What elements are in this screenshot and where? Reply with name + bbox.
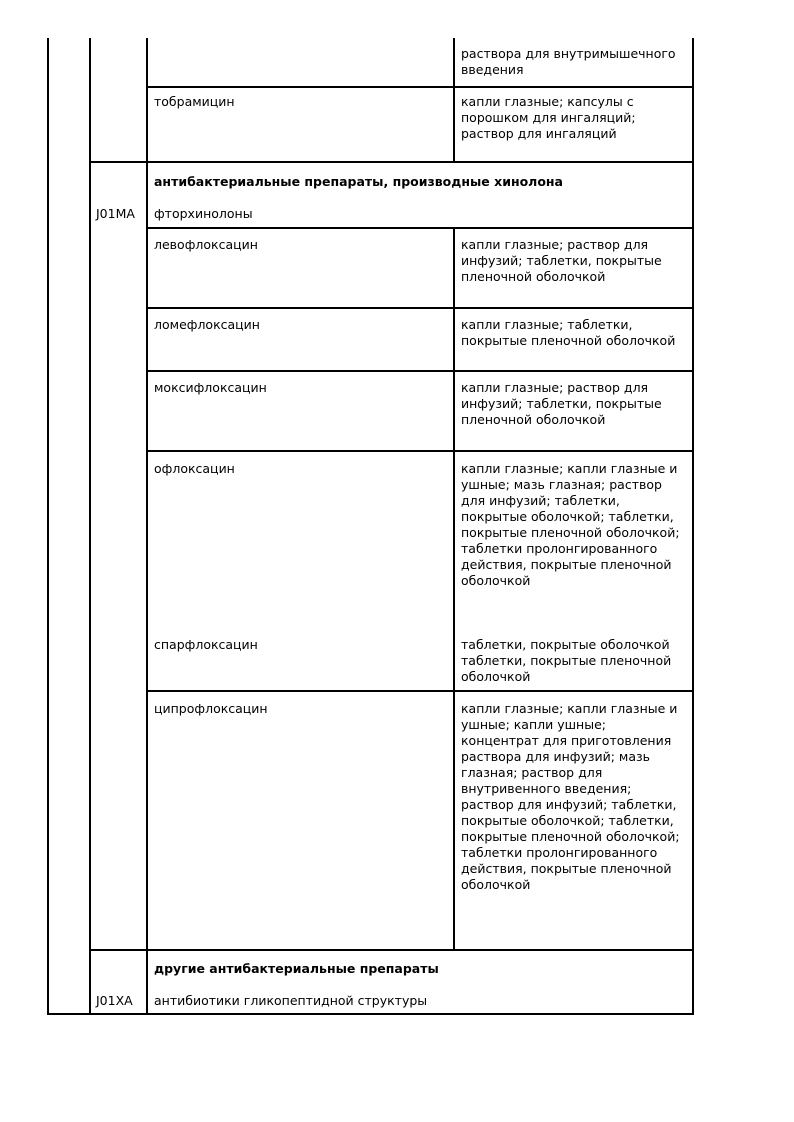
group-heading: другие антибактериальные препараты (154, 961, 439, 976)
group-name: фторхинолоны (154, 206, 253, 221)
drug-form: капли глазные; капсулы с порошком для ингаляций; раствор для ингаляций (461, 94, 636, 141)
group-heading: антибактериальные препараты, производные хинолона (154, 174, 563, 189)
border-left (47, 38, 49, 1014)
drug-name: тобрамицин (154, 94, 235, 109)
drug-form: капли глазные; капли глазные и ушные; мазь глазная; раствор для инфузий; таблетки, покрытые оболочкой; таблетки, покрытые пленочной оболочкой; таблетки пролонгированного действия, покрытые пленочной оболочкой (461, 461, 680, 588)
atc-code: J01XA (96, 993, 133, 1008)
divider-form-b (453, 228, 455, 950)
bottom-border (47, 1013, 694, 1015)
drug-form: капли глазные; раствор для инфузий; таблетки, покрытые пленочной оболочкой (461, 380, 662, 427)
drug-form: капли глазные; капли глазные и ушные; капли ушные; концентрат для приготовления раствора для инфузий; мазь глазная; раствор для внутривенного введения; раствор для инфузий; таблетки, покрытые оболочкой; таблетки, покрытые пленочной оболочкой; таблетки пролонгированного действия, покрытые пленочной оболочкой (461, 701, 680, 892)
divider-form-a (453, 38, 455, 162)
row-line (146, 307, 694, 309)
row-line (146, 690, 694, 692)
border-col2 (146, 38, 148, 1014)
drug-name: левофлоксацин (154, 237, 258, 252)
drug-name: ломефлоксацин (154, 317, 260, 332)
drug-form: капли глазные; таблетки, покрытые пленочной оболочкой (461, 317, 676, 348)
row-line (89, 949, 694, 951)
drug-form: таблетки, покрытые оболочкой таблетки, покрытые пленочной оболочкой (461, 637, 672, 684)
row-line (146, 86, 694, 88)
atc-code: J01MA (96, 206, 135, 221)
drug-name: спарфлоксацин (154, 637, 258, 652)
row-line (146, 227, 694, 229)
drug-form: капли глазные; раствор для инфузий; таблетки, покрытые пленочной оболочкой (461, 237, 662, 284)
group-name: антибиотики гликопептидной структуры (154, 993, 428, 1008)
row-line (146, 450, 694, 452)
drug-form: раствора для внутримышечного введения (461, 46, 676, 77)
drug-name: офлоксацин (154, 461, 235, 476)
drug-name: ципрофлоксацин (154, 701, 268, 716)
row-line (146, 370, 694, 372)
row-line (89, 161, 694, 163)
drug-name: моксифлоксацин (154, 380, 267, 395)
border-col1 (89, 38, 91, 1014)
border-right (692, 38, 694, 1014)
